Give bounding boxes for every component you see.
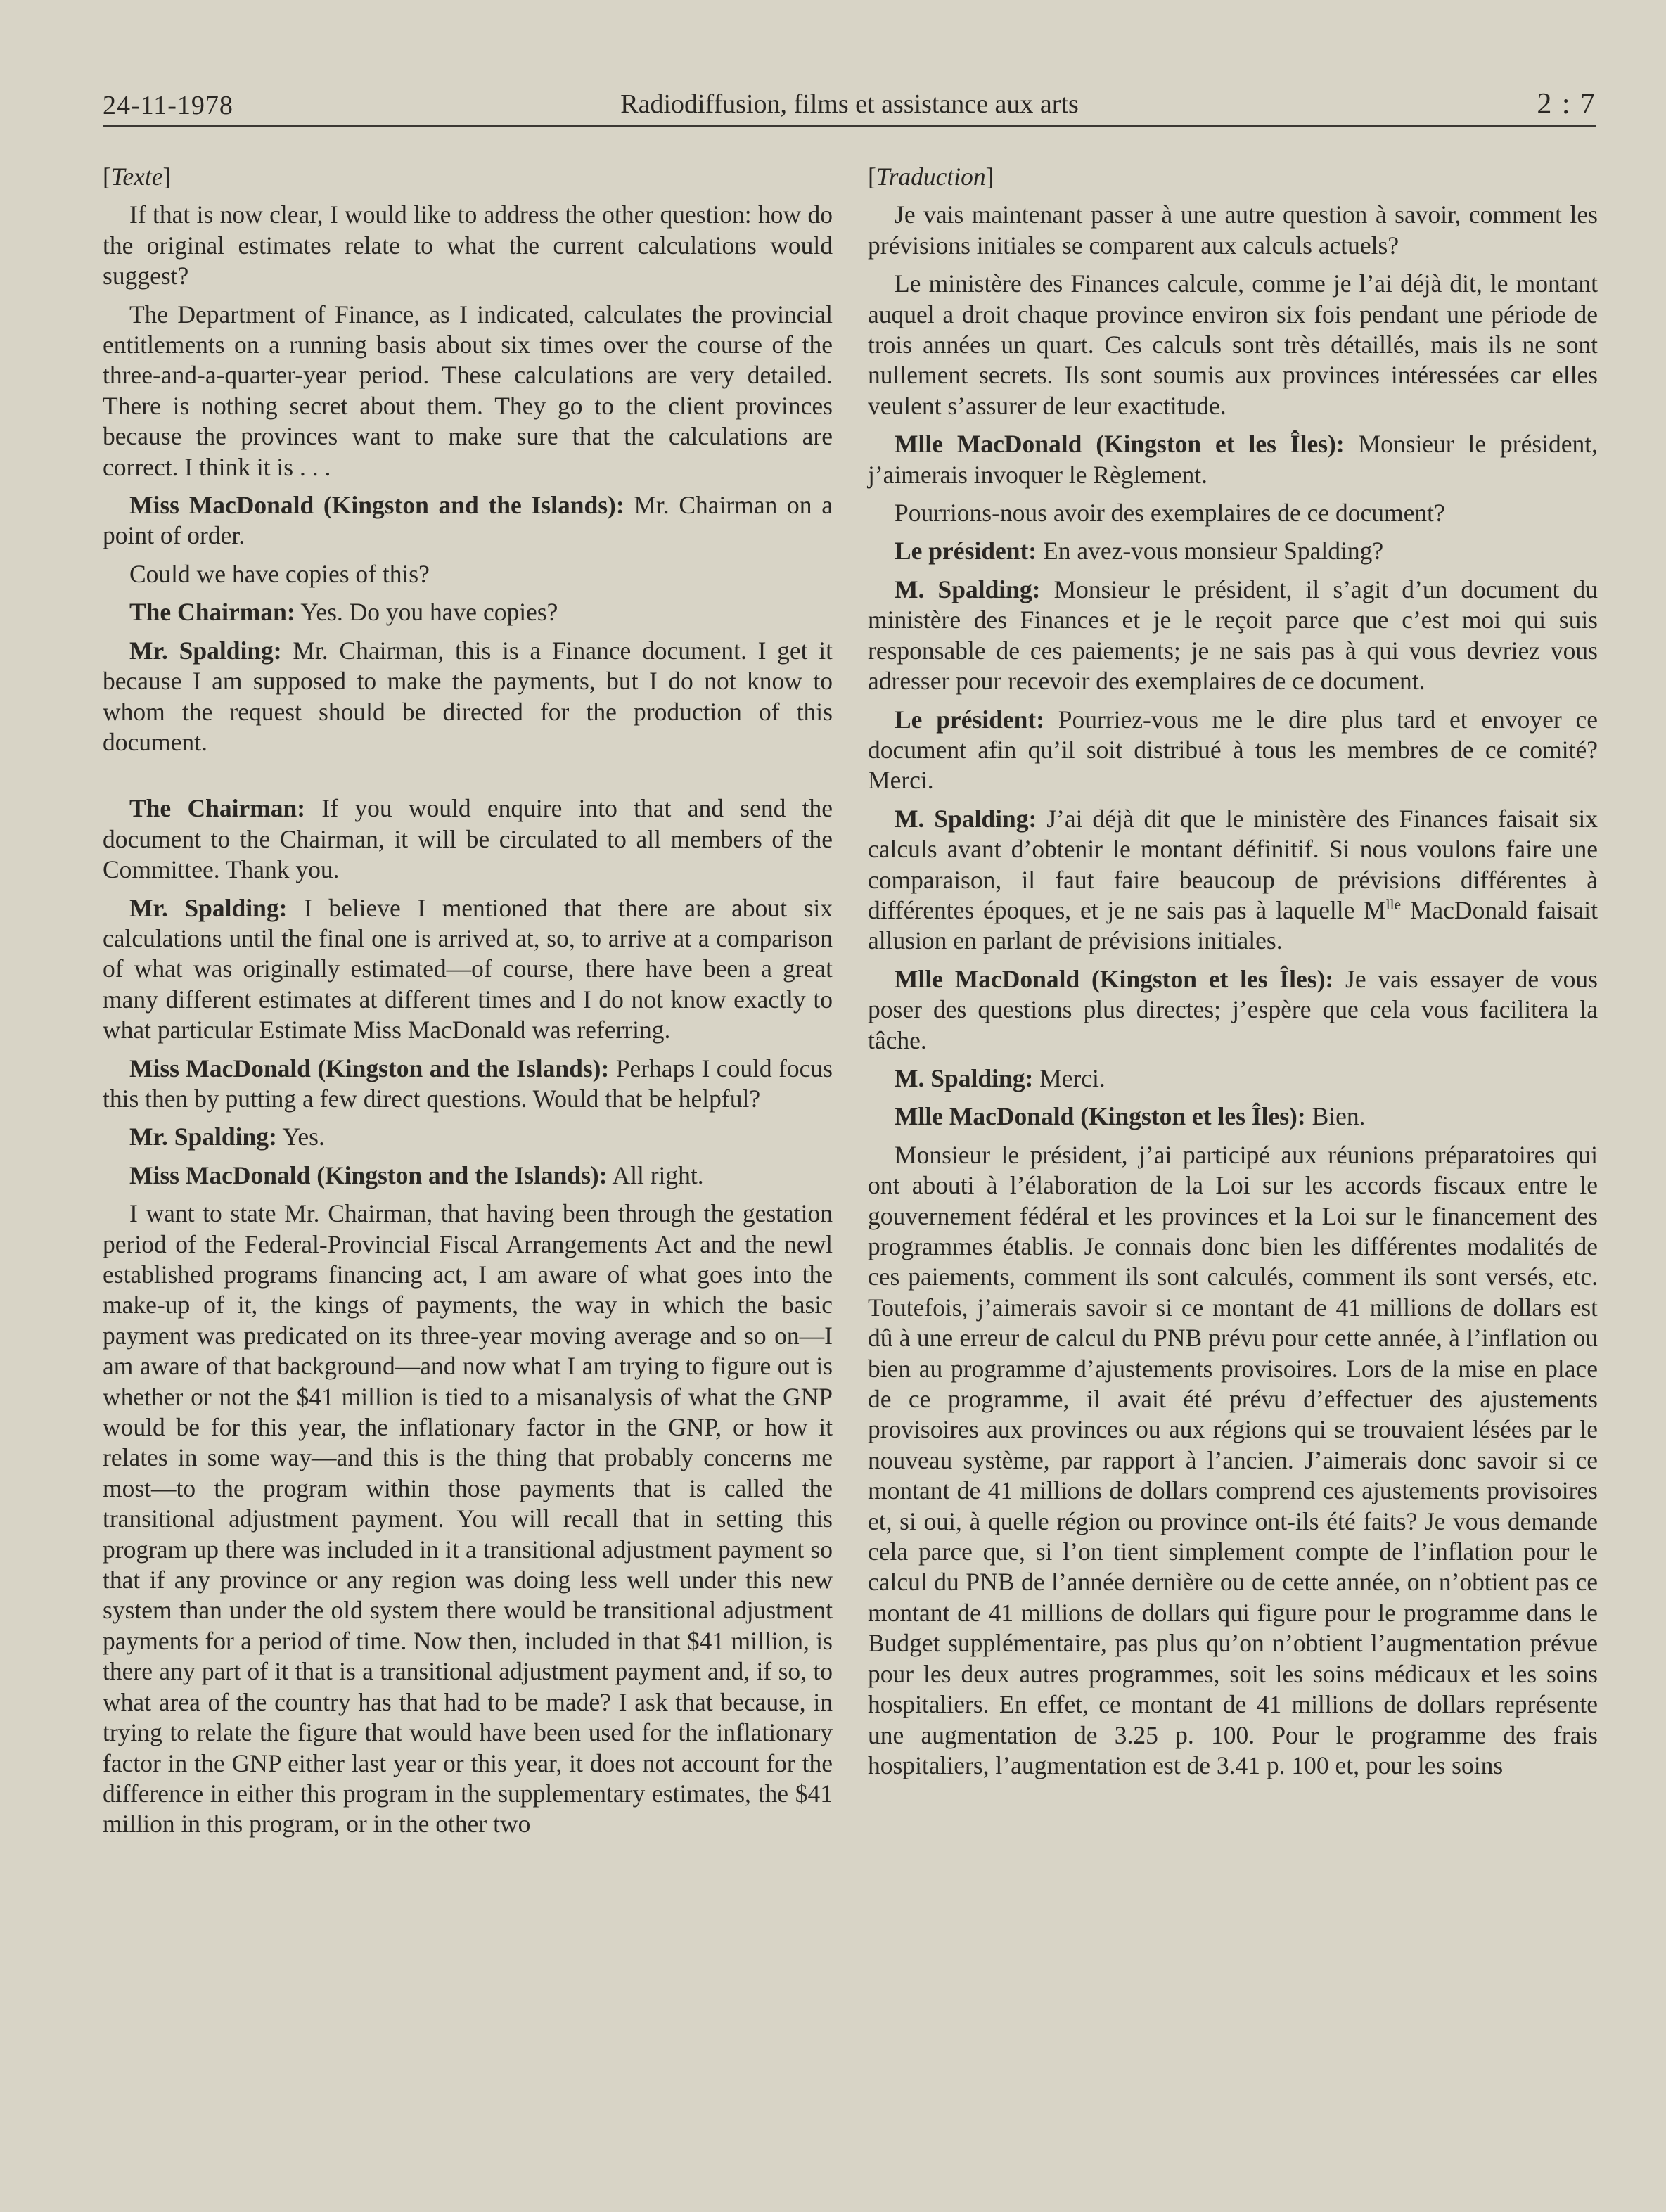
paragraph: Mr. Spalding: I believe I mentioned that there are about six calculations until the final one is arrived at, so, to arrive at a comparison of what was originally estimated—of course, there have been a great many different estimates at different times and I do not know exactly to what particular Estimate Miss MacDonald was referring. bbox=[103, 893, 833, 1044]
speaker-name: Le président: bbox=[895, 705, 1045, 734]
paragraph: Le président: En avez-vous monsieur Spalding? bbox=[895, 537, 1384, 565]
speaker-name: Mr. Spalding: bbox=[129, 636, 282, 665]
paragraph: I want to state Mr. Chairman, that having been through the gestation period of the Federal-Provincial Fiscal Arrangements Act and the newl established programs financing act, I am aware of what goes into the make-up of it, the kings of payments, the way in which the basic payment was predicated on its three-year moving average and so on—I am aware of that background—and now what I am trying to figure out is whether or not the $41 million is tied to a misanalysis of what the GNP would be for this year, the inflationary factor in the GNP, or how it relates in some way—and this is the thing that probably concerns me most—to the program within those payments that is called the transitional adjustment payment. You will recall that in setting this program up there was included in it a transitional adjustment payment so that if any province or any region was doing less well under this new system than under the old system there would be transitional adjustment payments for a period of time. Now then, included in that $41 million, is there any part of it that is a transitional adjustment payment and, if so, to what area of the country has that had to be made? I ask that because, in trying to relate the figure that would have been used for the inflationary factor in the GNP either last year or this year, it does not account for the difference in either this program in the supplementary estimates, the $41 million in this program, or in the other two bbox=[103, 1199, 833, 1839]
speaker-name: The Chairman: bbox=[129, 794, 306, 823]
paragraph: Mr. Spalding: Yes. bbox=[129, 1123, 325, 1151]
speaker-name: Mlle MacDonald (Kingston et les Îles): bbox=[895, 430, 1345, 459]
speaker-name: Mr. Spalding: bbox=[129, 893, 288, 922]
paragraph: Le ministère des Finances calcule, comme je l’ai déjà dit, le montant auquel a droit chaque province environ six fois pendant une période de trois années un quart. Ces calculs sont très détaillés, mais ils ne sont nullement secrets. Ils sont soumis aux provinces intéressées car elles veulent s’assurer de leur exactitude. bbox=[868, 269, 1598, 420]
paragraph: Miss MacDonald (Kingston and the Islands): Mr. Chairman on a point of order. bbox=[103, 491, 833, 550]
speaker-name: Mlle MacDonald (Kingston et les Îles): bbox=[895, 964, 1334, 993]
english-column bbox=[103, 162, 833, 1848]
section-tag: [Traduction] bbox=[868, 162, 994, 191]
speaker-name: Miss MacDonald (Kingston and the Islands): bbox=[129, 1161, 608, 1189]
paragraph: Could we have copies of this? bbox=[129, 559, 430, 588]
paragraph: If that is now clear, I would like to address the other question: how do the original estimates relate to what the current calculations would suggest? bbox=[103, 200, 833, 290]
header-title: Radiodiffusion, films et assistance aux arts bbox=[620, 89, 1079, 119]
speaker-name: M. Spalding: bbox=[895, 1063, 1034, 1092]
page-header bbox=[103, 83, 1596, 125]
paragraph: Mlle MacDonald (Kingston et les Îles): Je vais essayer de vous poser des questions plus directes; j’espère que cela vous facilitera la tâche. bbox=[868, 964, 1598, 1054]
speaker-name: The Chairman: bbox=[129, 598, 295, 627]
paragraph: Le président: Pourriez-vous me le dire plus tard et envoyer ce document afin qu’il soit distribué à tous les membres de ce comité? Merci. bbox=[868, 705, 1598, 795]
header-rule bbox=[103, 125, 1596, 127]
section-tag: [Texte] bbox=[103, 162, 172, 191]
paragraph: The Chairman: Yes. Do you have copies? bbox=[129, 598, 558, 627]
paragraph: Pourrions-nous avoir des exemplaires de ce document? bbox=[895, 499, 1445, 528]
paragraph: M. Spalding: Merci. bbox=[895, 1063, 1106, 1092]
paragraph: Mlle MacDonald (Kingston et les Îles): Bien. bbox=[895, 1102, 1366, 1131]
french-column bbox=[868, 162, 1598, 1789]
paragraph: Je vais maintenant passer à une autre question à savoir, comment les prévisions initiales se comparent aux calculs actuels? bbox=[868, 200, 1598, 260]
paragraph: Miss MacDonald (Kingston and the Islands): All right. bbox=[129, 1161, 704, 1189]
header-page-number: 2 : 7 bbox=[1537, 88, 1596, 120]
speaker-name: Mlle MacDonald (Kingston et les Îles): bbox=[895, 1102, 1306, 1131]
speaker-name: M. Spalding: bbox=[895, 575, 1041, 603]
speaker-name: Mr. Spalding: bbox=[129, 1123, 277, 1151]
paragraph: Mr. Spalding: Mr. Chairman, this is a Finance document. I get it because I am supposed to make the payments, but I do not know to whom the request should be directed for the production of this document. bbox=[103, 636, 833, 756]
paragraph: Miss MacDonald (Kingston and the Islands): Perhaps I could focus this then by putting a few direct questions. Would that be helpful? bbox=[103, 1054, 833, 1113]
header-date: 24-11-1978 bbox=[103, 91, 233, 120]
paragraph: Mlle MacDonald (Kingston et les Îles): Monsieur le président, j’aimerais invoquer le Règlement. bbox=[868, 430, 1598, 489]
paragraph: The Chairman: If you would enquire into that and send the document to the Chairman, it will be circulated to all members of the Committee. Thank you. bbox=[103, 794, 833, 884]
speaker-name: Miss MacDonald (Kingston and the Islands): bbox=[129, 1054, 610, 1082]
paragraph: The Department of Finance, as I indicated, calculates the provincial entitlements on a running basis about six times over the course of the three-and-a-quarter-year period. These calculations are very detailed. There is nothing secret about them. They go to the client provinces because the provinces want to make sure that the calculations are correct. I think it is . . . bbox=[103, 300, 833, 481]
speaker-name: Miss MacDonald (Kingston and the Islands): bbox=[129, 491, 624, 520]
speaker-name: Le président: bbox=[895, 537, 1037, 565]
speaker-name: M. Spalding: bbox=[895, 804, 1037, 833]
paragraph: Monsieur le président, j’ai participé aux réunions préparatoires qui ont abouti à l’élaboration de la Loi sur les accords fiscaux entre le gouvernement fédéral et les provinces et la Loi sur le financement des programmes établis. Je connais donc bien les différentes modalités de ces paiements, comment ils sont calculés, comment ils sont versés, etc. Toutefois, j’aimerais savoir si ce montant de 41 millions de dollars est dû à une erreur de calcul du PNB prévu pour cette année, à l’inflation ou bien au programme d’ajustements provisoires. Lors de la mise en place de ce programme, il avait été prévu d’effectuer des ajustements provisoires aux provinces ou aux régions qui se trouvaient lésées par le nouveau système, par rapport à l’ancien. J’aimerais donc savoir si ce montant de 41 millions de dollars comprend ces ajustements provisoires et, si oui, à quelle région ou province ont-ils été faits? Je vous demande cela parce que, si l’on tient simplement compte de l’inflation pour le calcul du PNB de l’année dernière ou de cette année, on n’obtient pas ce montant de 41 millions de dollars qui figure pour le programme dans le Budget supplémentaire, pas plus qu’on n’obtient l’augmentation prévue pour les deux autres programmes, soit les soins médicaux et les soins hospitaliers. En effet, ce montant de 41 millions de dollars représente une augmentation de 3.25 p. 100. Pour le programme des frais hospitaliers, l’augmentation est de 3.41 p. 100 et, pour les soins bbox=[868, 1140, 1598, 1779]
paragraph: M. Spalding: Monsieur le président, il s’agit d’un document du ministère des Finances et je le reçoit parce que c’est moi qui suis responsable de ces paiements; je ne sais pas à qui vous devriez vous adresser pour recevoir des exemplaires de ce document. bbox=[868, 575, 1598, 696]
paragraph: M. Spalding: J’ai déjà dit que le ministère des Finances faisait six calculs avant d’obtenir le montant définitif. Si nous voulons faire une comparaison, il faut faire beaucoup de prévisions différentes à différentes époques, et je ne sais pas à laquelle $M^{lle}$ MacDonald faisait allusion en parlant de prévisions initiales. bbox=[868, 804, 1598, 955]
